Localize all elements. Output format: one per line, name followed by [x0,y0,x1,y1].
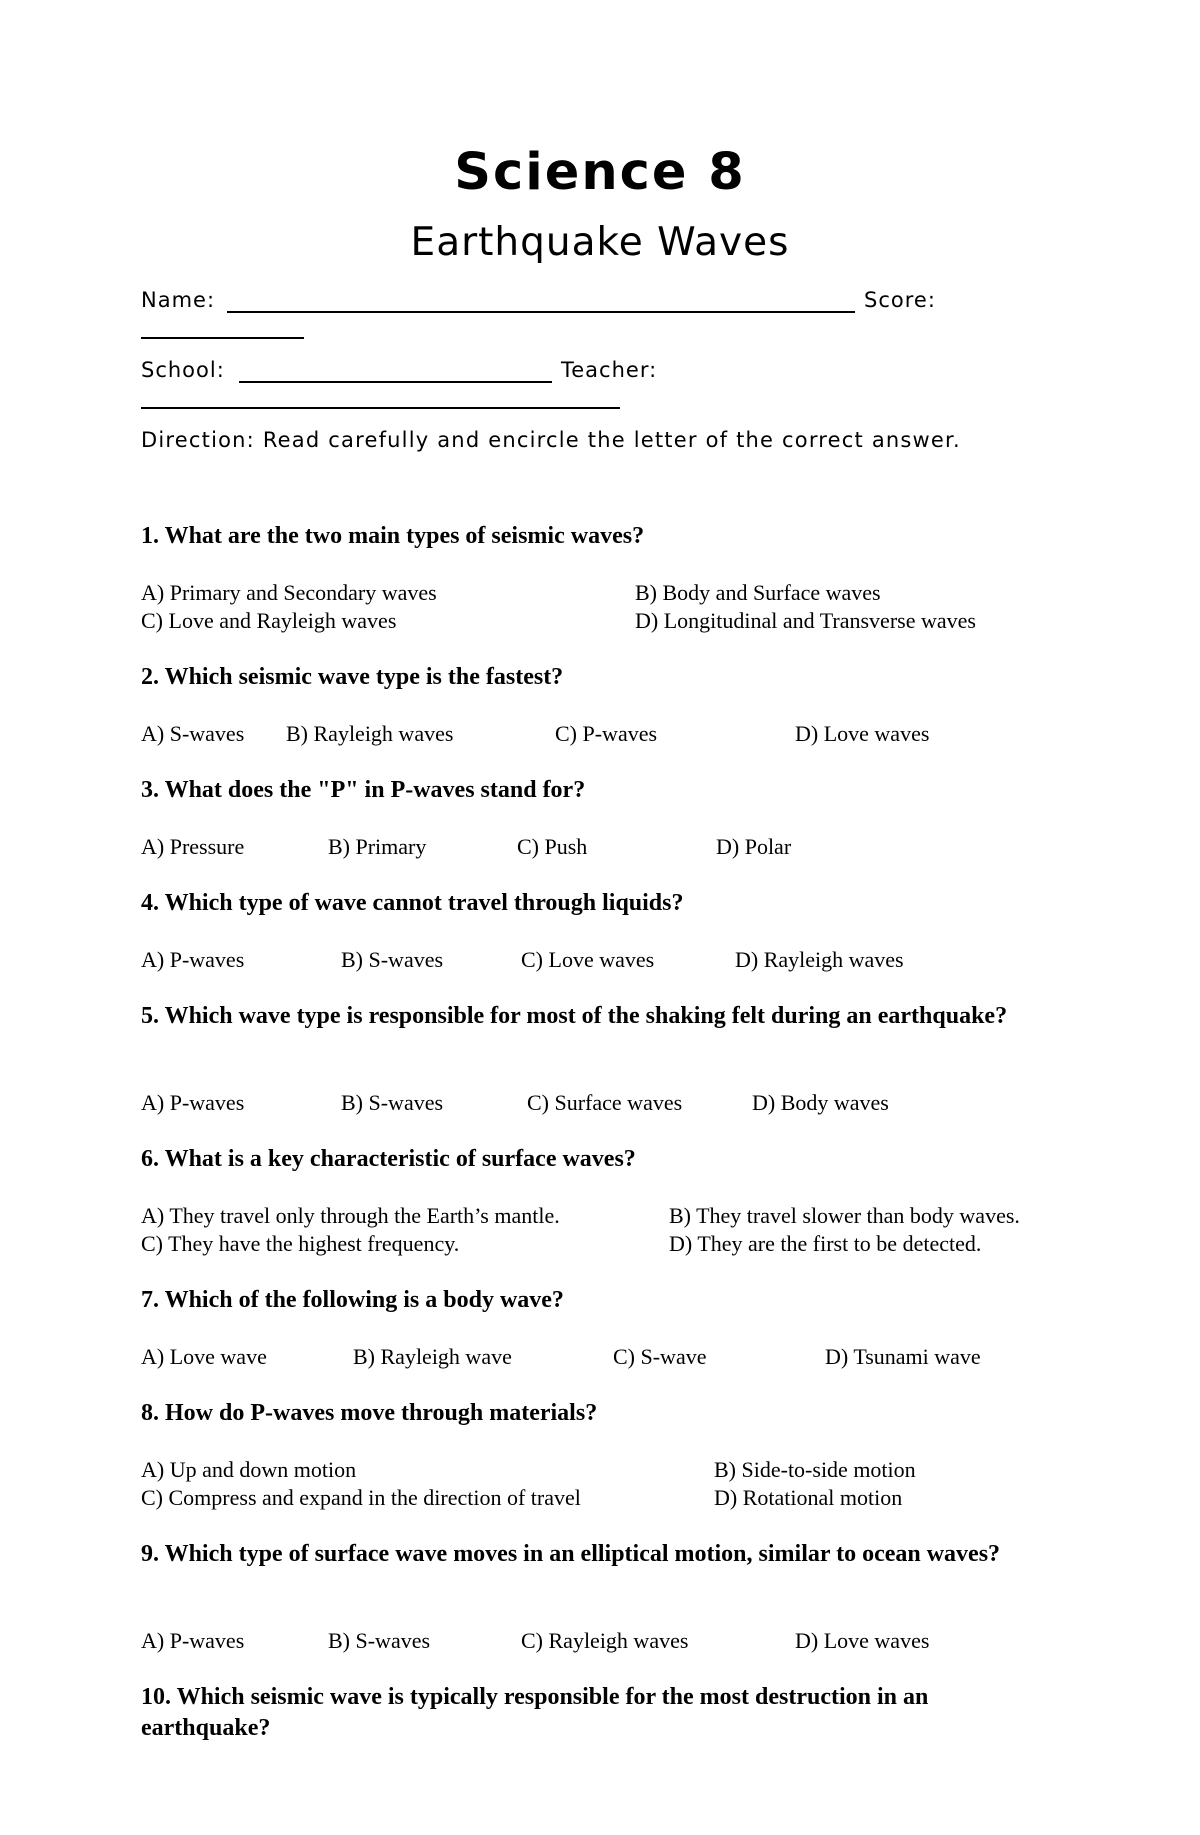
question-6-option-c[interactable]: C) They have the highest frequency. [141,1231,460,1256]
question-2-option-b[interactable]: B) Rayleigh waves [286,721,454,746]
question-1-option-b[interactable]: B) Body and Surface waves [635,580,881,605]
question-3-option-b[interactable]: B) Primary [328,834,427,859]
question-9-option-b[interactable]: B) S-waves [328,1628,431,1653]
question-3: 3. What does the "P" in P-waves stand for? [141,777,586,803]
name-field[interactable] [227,311,855,313]
question-2-option-c[interactable]: C) P-waves [555,721,658,746]
question-7-option-b[interactable]: B) Rayleigh wave [353,1344,512,1369]
question-7-option-d[interactable]: D) Tsunami wave [825,1344,981,1369]
question-8-option-d[interactable]: D) Rotational motion [714,1485,903,1510]
name-label: Name: [141,288,216,312]
question-10: 10. Which seismic wave is typically responsible for the most destruction in an earthquake? [141,1684,929,1741]
direction-text: Direction: Read carefully and encircle the letter of the correct answer. [141,428,961,452]
question-6-option-d[interactable]: D) They are the first to be detected. [669,1231,982,1256]
teacher-label: Teacher: [561,358,658,382]
page-title: Science 8 [454,143,746,202]
question-6-option-a[interactable]: A) They travel only through the Earth’s mantle. [141,1203,560,1228]
question-4: 4. Which type of wave cannot travel through liquids? [141,890,684,916]
question-4-option-c[interactable]: C) Love waves [521,947,655,972]
question-5-option-d[interactable]: D) Body waves [752,1090,889,1115]
question-4-option-d[interactable]: D) Rayleigh waves [735,947,904,972]
question-6-option-b[interactable]: B) They travel slower than body waves. [669,1203,1020,1228]
teacher-field[interactable] [141,407,620,409]
question-9: 9. Which type of surface wave moves in an elliptical motion, similar to ocean waves? [141,1541,1001,1567]
question-1-option-a[interactable]: A) Primary and Secondary waves [141,580,437,605]
question-1: 1. What are the two main types of seismic waves? [141,523,645,549]
question-8-option-c[interactable]: C) Compress and expand in the direction of travel [141,1485,581,1510]
question-3-option-d[interactable]: D) Polar [716,834,792,859]
page-subtitle: Earthquake Waves [410,220,790,265]
question-7-option-a[interactable]: A) Love wave [141,1344,267,1369]
question-6: 6. What is a key characteristic of surface waves? [141,1146,636,1172]
question-5-option-a[interactable]: A) P-waves [141,1090,245,1115]
question-2-option-d[interactable]: D) Love waves [795,721,930,746]
school-label: School: [141,358,225,382]
score-field[interactable] [141,337,304,339]
school-field[interactable] [239,381,552,383]
question-8-option-b[interactable]: B) Side-to-side motion [714,1457,916,1482]
question-8: 8. How do P-waves move through materials? [141,1400,598,1426]
question-4-option-a[interactable]: A) P-waves [141,947,245,972]
question-3-option-a[interactable]: A) Pressure [141,834,245,859]
question-9-option-d[interactable]: D) Love waves [795,1628,930,1653]
question-4-option-b[interactable]: B) S-waves [341,947,444,972]
question-5-option-b[interactable]: B) S-waves [341,1090,444,1115]
question-2: 2. Which seismic wave type is the fastest? [141,664,564,690]
question-1-option-c[interactable]: C) Love and Rayleigh waves [141,608,397,633]
question-7-option-c[interactable]: C) S-wave [613,1344,707,1369]
question-5-option-c[interactable]: C) Surface waves [527,1090,683,1115]
question-2-option-a[interactable]: A) S-waves [141,721,245,746]
question-8-option-a[interactable]: A) Up and down motion [141,1457,357,1482]
question-5: 5. Which wave type is responsible for most of the shaking felt during an earthquake? [141,1003,1008,1029]
question-7: 7. Which of the following is a body wave? [141,1287,564,1313]
question-3-option-c[interactable]: C) Push [517,834,588,859]
question-9-option-c[interactable]: C) Rayleigh waves [521,1628,689,1653]
question-9-option-a[interactable]: A) P-waves [141,1628,245,1653]
question-1-option-d[interactable]: D) Longitudinal and Transverse waves [635,608,976,633]
score-label: Score: [864,288,936,312]
